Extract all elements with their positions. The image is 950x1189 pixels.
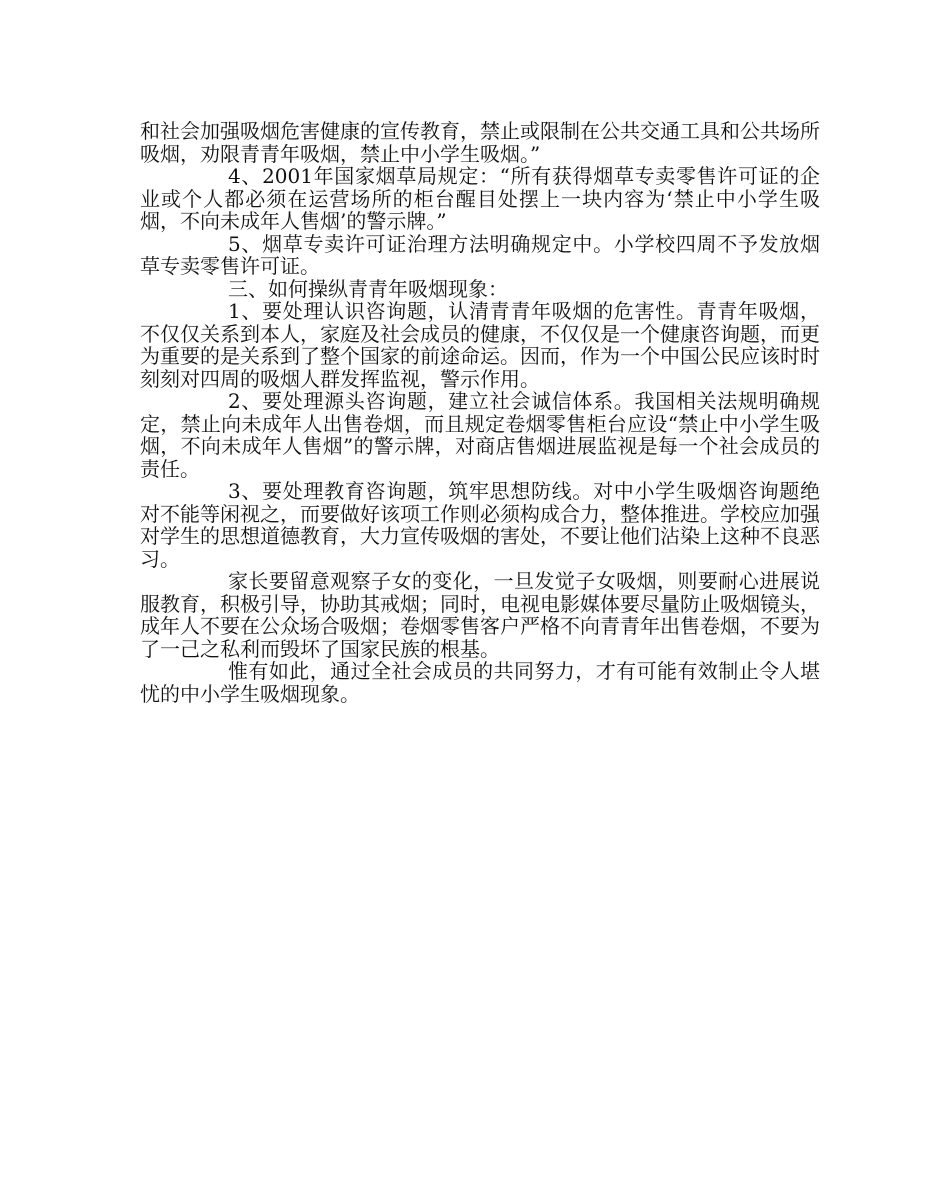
paragraph-3: 5、烟草专卖许可证治理方法明确规定中。小学校四周不予发放烟草专卖零售许可证。	[140, 231, 820, 278]
paragraph-7: 3、要处理教育咨询题，筑牢思想防线。对中小学生吸烟咨询题绝对不能等闲视之，而要做好该项工作则必须构成合力，整体推进。学校应加强对学生的思想道德教育，大力宣传吸烟的害处，不要让他们沾染上这种不良恶习。	[140, 479, 820, 571]
paragraph-1: 和社会加强吸烟危害健康的宣传教育，禁止或限制在公共交通工具和公共场所吸烟，劝限青青年吸烟，禁止中小学生吸烟。”	[140, 119, 820, 166]
paragraph-9: 惟有如此，通过全社会成员的共同努力，才有可能有效制止令人堪忧的中小学生吸烟现象。	[140, 659, 820, 706]
paragraph-5: 1、要处理认识咨询题，认清青青年吸烟的危害性。青青年吸烟，不仅仅关系到本人，家庭及社会成员的健康，不仅仅是一个健康咨询题，而更为重要的是关系到了整个国家的前途命运。因而，作为一个中国公民应该时时刻刻对四周的吸烟人群发挥监视，警示作用。	[140, 299, 820, 391]
document-body	[140, 120, 820, 705]
paragraph-6: 2、要处理源头咨询题，建立社会诚信体系。我国相关法规明确规定，禁止向未成年人出售卷烟，而且规定卷烟零售柜台应设“禁止中小学生吸烟，不向未成年人售烟”的警示牌，对商店售烟进展监视是每一个社会成员的责任。	[140, 389, 820, 481]
section-heading: 三、如何操纵青青年吸烟现象：	[228, 276, 508, 301]
paragraph-8: 家长要留意观察子女的变化，一旦发觉子女吸烟，则要耐心进展说服教育，积极引导，协助其戒烟；同时，电视电影媒体要尽量防止吸烟镜头，成年人不要在公众场合吸烟；卷烟零售客户严格不向青青年出售卷烟，不要为了一己之私利而毁坏了国家民族的根基。	[140, 569, 820, 661]
paragraph-2: 4、2001年国家烟草局规定：“所有获得烟草专卖零售许可证的企业或个人都必须在运营场所的柜台醒目处摆上一块内容为‘禁止中小学生吸烟，不向未成年人售烟’的警示牌。”	[140, 164, 820, 233]
